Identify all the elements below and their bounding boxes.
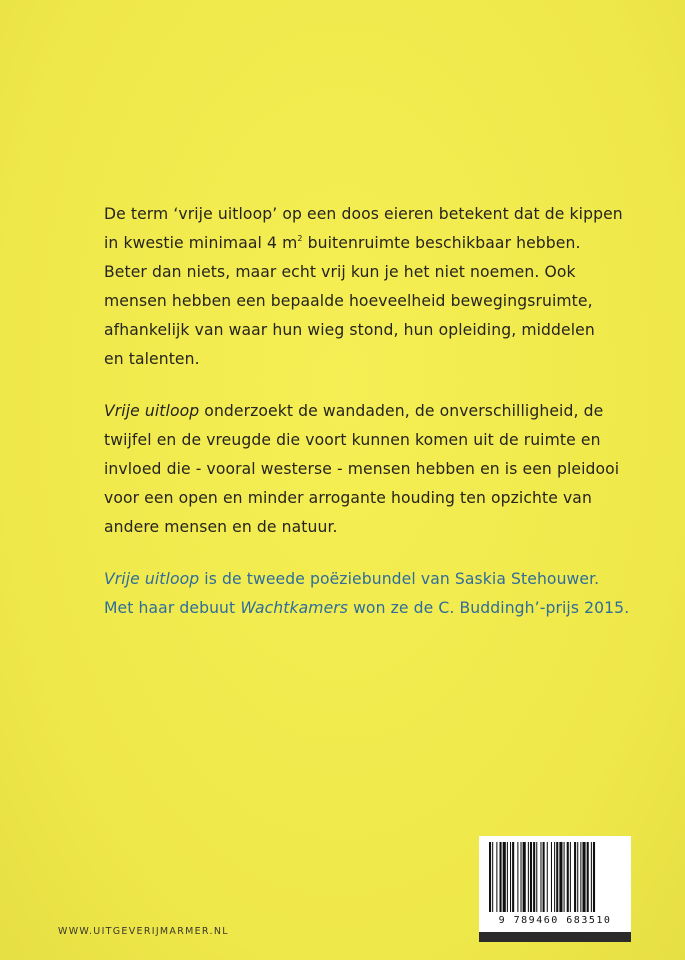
text-segment: Met haar debuut bbox=[104, 599, 241, 617]
barcode-bar bbox=[512, 842, 514, 912]
description-paragraph-2 bbox=[104, 397, 624, 542]
barcode-digits: 9 789460 683510 bbox=[498, 915, 612, 926]
paragraph-line bbox=[104, 594, 630, 623]
barcode-bar bbox=[489, 842, 491, 912]
barcode-bar bbox=[593, 842, 595, 912]
barcode-bar bbox=[521, 842, 522, 912]
paragraph-line: voor een open en minder arrogante houding ten opzichte van bbox=[104, 489, 592, 507]
paragraph-line: en talenten. bbox=[104, 350, 200, 368]
barcode-bar bbox=[570, 842, 571, 912]
barcode-bar bbox=[517, 842, 518, 912]
barcode-bar bbox=[523, 842, 526, 912]
barcode-bar bbox=[580, 842, 581, 912]
text-segment: onderzoekt de wandaden, de onverschilligheid, de bbox=[199, 402, 604, 420]
paragraph-line: De term ‘vrije uitloop’ op een doos eieren betekent dat de kippen bbox=[104, 205, 623, 223]
barcode-bar bbox=[528, 842, 529, 912]
text-segment: in kwestie minimaal 4 m bbox=[104, 234, 298, 252]
book-title-italic: Vrije uitloop bbox=[104, 402, 200, 420]
barcode-bar bbox=[587, 842, 589, 912]
barcode-bar bbox=[556, 842, 558, 912]
barcode-bar bbox=[510, 842, 511, 912]
book-title-italic: Vrije uitloop bbox=[104, 570, 200, 588]
barcode-bar bbox=[547, 842, 548, 912]
barcode-bar bbox=[567, 842, 569, 912]
barcode-bar bbox=[536, 842, 537, 912]
barcode-bar bbox=[564, 842, 565, 912]
barcode-bar bbox=[551, 842, 552, 912]
barcode-bar bbox=[540, 842, 541, 912]
text-segment: buitenruimte beschikbaar hebben. bbox=[302, 234, 581, 252]
superscript: 2 bbox=[297, 234, 303, 243]
barcode-bar bbox=[530, 842, 532, 912]
barcode-bar bbox=[500, 842, 502, 912]
barcode-bar bbox=[577, 842, 578, 912]
paragraph-line: twijfel en de vreugde die voort kunnen komen uit de ruimte en bbox=[104, 431, 601, 449]
author-paragraph bbox=[104, 565, 630, 623]
paragraph-line: afhankelijk van waar hun wieg stond, hun opleiding, middelen bbox=[104, 321, 595, 339]
paragraph-line bbox=[104, 229, 624, 258]
paragraph-line: Beter dan niets, maar echt vrij kun je het niet noemen. Ook bbox=[104, 263, 576, 281]
isbn-barcode bbox=[479, 836, 631, 942]
paragraph-line: invloed die - vooral westerse - mensen hebben en is een pleidooi bbox=[104, 460, 620, 478]
description-paragraph-1 bbox=[104, 200, 624, 374]
barcode-bar bbox=[582, 842, 585, 912]
paragraph-line bbox=[104, 397, 624, 426]
barcode-bar bbox=[554, 842, 555, 912]
text-segment: won ze de C. Buddingh’-prijs 2015. bbox=[348, 599, 630, 617]
barcode-bar bbox=[492, 842, 493, 912]
barcode-bar bbox=[591, 842, 592, 912]
paragraph-line: andere mensen en de natuur. bbox=[104, 518, 338, 536]
debut-title-italic: Wachtkamers bbox=[240, 599, 349, 617]
barcode-bottom-strip bbox=[479, 932, 631, 942]
barcode-bar bbox=[559, 842, 562, 912]
barcode-bar bbox=[543, 842, 545, 912]
barcode-bar bbox=[574, 842, 576, 912]
barcode-bar bbox=[507, 842, 508, 912]
publisher-url: WWW.UITGEVERIJMARMER.NL bbox=[58, 926, 229, 937]
text-segment: is de tweede poëziebundel van Saskia Stehouwer. bbox=[199, 570, 600, 588]
barcode-bar bbox=[496, 842, 497, 912]
paragraph-line bbox=[104, 565, 624, 594]
barcode-bar bbox=[503, 842, 506, 912]
paragraph-line: mensen hebben een bepaalde hoeveelheid bewegingsruimte, bbox=[104, 292, 593, 310]
barcode-bar bbox=[533, 842, 535, 912]
